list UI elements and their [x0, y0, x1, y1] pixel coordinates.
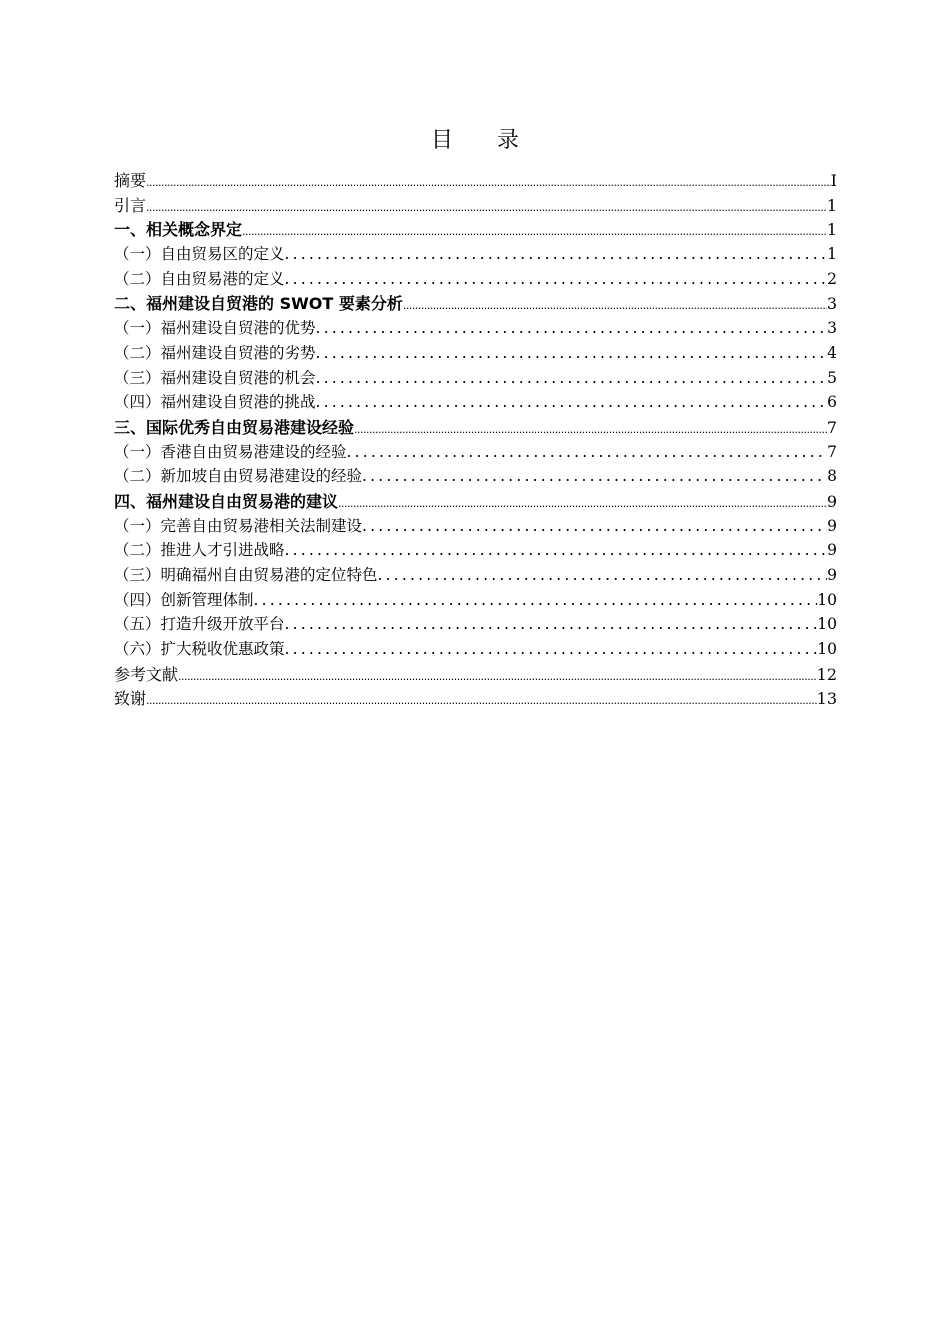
- toc-dot-leader: [285, 615, 818, 633]
- toc-dot-leader: [316, 344, 828, 362]
- toc-entry[interactable]: [114, 415, 837, 440]
- toc-entry-page-number: 5: [827, 368, 837, 387]
- toc-entry-page-number: 3: [827, 319, 837, 338]
- toc-dot-leader: [354, 423, 827, 436]
- toc-entry[interactable]: [114, 341, 837, 366]
- toc-entry-label: （一）自由贸易区的定义: [114, 245, 285, 264]
- toc-entry[interactable]: [114, 637, 837, 662]
- toc-dot-leader: [146, 176, 831, 189]
- toc-entry[interactable]: [114, 464, 837, 489]
- toc-dot-leader: [285, 541, 828, 559]
- toc-dot-leader: [347, 443, 828, 461]
- toc-entry-label: （三）福州建设自贸港的机会: [114, 368, 316, 387]
- toc-dot-leader: [362, 467, 827, 485]
- toc-dot-leader: [316, 393, 828, 411]
- toc-entry-label: （一）香港自由贸易港建设的经验: [114, 442, 347, 461]
- toc-entry-label: （一）完善自由贸易港相关法制建设: [114, 516, 363, 535]
- toc-entry-label: 引言: [114, 195, 147, 215]
- toc-entry[interactable]: [114, 563, 837, 588]
- toc-dot-leader: [146, 694, 817, 707]
- toc-entry-page-number: 1: [827, 245, 837, 264]
- toc-dot-leader: [316, 369, 828, 387]
- toc-entry-label: （二）福州建设自贸港的劣势: [114, 343, 316, 362]
- toc-dot-leader: [242, 225, 827, 238]
- toc-entry[interactable]: [114, 662, 837, 687]
- toc-entry-page-number: 9: [827, 566, 837, 584]
- toc-entry-label: 一、相关概念界定: [114, 220, 243, 240]
- toc-entry-label: （六）扩大税收优惠政策: [114, 640, 285, 659]
- toc-entry[interactable]: [114, 514, 837, 539]
- toc-entry-page-number: 1: [826, 220, 837, 240]
- toc-dot-leader: [362, 517, 827, 535]
- toc-entry-page-number: 10: [817, 590, 837, 609]
- toc-entry-label: 三、国际优秀自由贸易港建设经验: [114, 417, 355, 437]
- toc-entry-page-number: 13: [816, 689, 837, 709]
- toc-entry-label: （一）福州建设自贸港的优势: [114, 319, 316, 338]
- toc-entry-page-number: 7: [827, 442, 837, 461]
- toc-entry[interactable]: [114, 168, 837, 193]
- toc-entry-page-number: 2: [827, 269, 837, 288]
- toc-entry[interactable]: [114, 588, 837, 613]
- toc-entry-label: 致谢: [114, 689, 147, 709]
- toc-entry-label: （二）推进人才引进战略: [114, 541, 285, 560]
- toc-dot-leader: [378, 566, 828, 584]
- toc-entry-label: 二、福州建设自贸港的 SWOT 要素分析: [114, 294, 403, 314]
- toc-entry[interactable]: [114, 316, 837, 341]
- toc-entry-label: 四、福州建设自由贸易港的建议: [114, 491, 339, 511]
- toc-entry[interactable]: [114, 242, 837, 267]
- toc-entry-label: （五）打造升级开放平台: [114, 615, 285, 634]
- table-of-contents: [114, 168, 837, 711]
- toc-dot-leader: [316, 319, 828, 337]
- toc-entry[interactable]: [114, 217, 837, 242]
- toc-entry-page-number: 3: [826, 294, 837, 314]
- toc-entry-page-number: 10: [817, 615, 837, 634]
- toc-dot-leader: [178, 670, 817, 683]
- toc-entry-page-number: 4: [827, 343, 837, 362]
- toc-entry[interactable]: [114, 366, 837, 391]
- toc-entry-page-number: 10: [817, 640, 837, 659]
- toc-entry[interactable]: [114, 440, 837, 465]
- toc-entry-label: （二）自由贸易港的定义: [114, 269, 285, 288]
- toc-entry[interactable]: [114, 612, 837, 637]
- toc-entry-page-number: 9: [827, 516, 837, 535]
- toc-entry[interactable]: [114, 267, 837, 292]
- toc-entry-page-number: 6: [827, 393, 837, 412]
- toc-dot-leader: [403, 299, 827, 312]
- toc-entry-page-number: 7: [826, 417, 837, 437]
- toc-entry-page-number: 1: [826, 195, 837, 215]
- toc-entry-label: （二）新加坡自由贸易港建设的经验: [114, 467, 363, 486]
- toc-entry-label: （四）福州建设自贸港的挑战: [114, 393, 316, 412]
- toc-entry-page-number: 9: [826, 491, 837, 511]
- toc-entry[interactable]: [114, 390, 837, 415]
- toc-entry-page-number: 8: [827, 467, 837, 486]
- toc-dot-leader: [338, 497, 827, 510]
- toc-entry[interactable]: [114, 538, 837, 563]
- toc-entry-page-number: 9: [827, 541, 837, 560]
- toc-entry-label: 摘要: [114, 171, 147, 190]
- toc-dot-leader: [285, 270, 828, 288]
- toc-entry[interactable]: [114, 291, 837, 316]
- toc-dot-leader: [285, 640, 818, 658]
- toc-dot-leader: [285, 245, 828, 263]
- toc-entry-label: （四）创新管理体制: [114, 590, 254, 609]
- toc-dot-leader: [254, 591, 818, 609]
- toc-dot-leader: [146, 201, 827, 214]
- toc-entry-page-number: I: [830, 171, 837, 190]
- toc-entry-page-number: 12: [816, 664, 837, 684]
- toc-entry[interactable]: [114, 193, 837, 218]
- toc-entry-label: （三）明确福州自由贸易港的定位特色: [114, 566, 378, 584]
- toc-entry[interactable]: [114, 489, 837, 514]
- toc-entry-label: 参考文献: [114, 664, 179, 684]
- toc-title: 目 录: [430, 128, 519, 153]
- toc-entry[interactable]: [114, 686, 837, 711]
